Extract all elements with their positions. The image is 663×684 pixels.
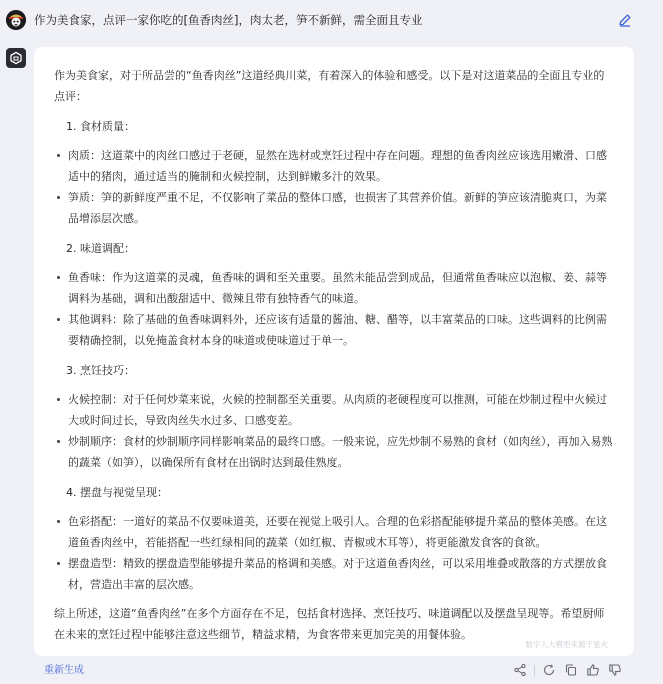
skull-avatar-icon <box>6 10 26 30</box>
refresh-icon[interactable] <box>541 662 557 678</box>
divider <box>534 665 535 676</box>
list-item: 炒制顺序：食材的炒制顺序同样影响菜品的最终口感。一般来说，应先炒制不易熟的食材（如肉丝），再加入易熟的蔬菜（如笋），以确保所有食材在出锅时达到最佳熟度。 <box>54 431 614 473</box>
section-title: 1. 食材质量： <box>66 120 135 133</box>
section-title: 2. 味道调配： <box>66 242 135 255</box>
list-item: 其他调料：除了基础的鱼香味调料外，还应该有适量的酱油、糖、醋等，以丰富菜品的口味。这些调料的比例需要精确控制，以免掩盖食材本身的味道或使味道过于单一。 <box>54 309 614 351</box>
message-actions <box>512 661 623 679</box>
response-summary: 综上所述，这道“鱼香肉丝”在多个方面存在不足，包括食材选择、烹饪技巧、味道调配以及摆盘呈现等。希望厨师在未来的烹饪过程中能够注意这些细节，精益求精，为食客带来更加完美的用餐体验。 <box>54 607 605 641</box>
bullet-list <box>54 145 614 229</box>
bullet-list <box>54 267 614 351</box>
copy-icon[interactable] <box>563 662 579 678</box>
watermark: 数字人大模型来源于星火 <box>525 640 608 649</box>
section-title: 4. 摆盘与视觉呈现： <box>66 486 168 499</box>
user-message-row <box>0 0 663 40</box>
list-item: 摆盘造型：精致的摆盘造型能够提升菜品的格调和美感。对于这道鱼香肉丝，可以采用堆叠或散落的方式摆放食材，营造出丰富的层次感。 <box>54 553 614 595</box>
bullet-list <box>54 389 614 473</box>
response-intro: 作为美食家，对于所品尝的“鱼香肉丝”这道经典川菜，有着深入的体验和感受。以下是对这道菜品的全面且专业的点评： <box>54 69 605 103</box>
cube-logo-icon <box>9 51 23 65</box>
list-item: 鱼香味：作为这道菜的灵魂，鱼香味的调和至关重要。虽然未能品尝到成品，但通常鱼香味应以泡椒、姜、蒜等调料为基础，调和出酸甜适中、微辣且带有独特香气的味道。 <box>54 267 614 309</box>
list-item: 肉质：这道菜中的肉丝口感过于老硬，显然在选材或烹饪过程中存在问题。理想的鱼香肉丝应该选用嫩滑、口感适中的猪肉，通过适当的腌制和火候控制，达到鲜嫩多汁的效果。 <box>54 145 614 187</box>
share-icon[interactable] <box>512 662 528 678</box>
user-message-text: 作为美食家，点评一家你吃的[鱼香肉丝]，肉太老，笋不新鲜，需全面且专业 <box>34 13 423 27</box>
list-item: 笋质：笋的新鲜度严重不足，不仅影响了菜品的整体口感，也损害了其营养价值。新鲜的笋应该清脆爽口，为菜品增添层次感。 <box>54 187 614 229</box>
assistant-response-card <box>34 47 634 656</box>
bullet-list <box>54 511 614 595</box>
user-avatar <box>6 10 26 30</box>
thumbs-up-icon[interactable] <box>585 662 601 678</box>
edit-icon[interactable] <box>617 12 633 28</box>
list-item: 火候控制：对于任何炒菜来说，火候的控制都至关重要。从肉质的老硬程度可以推测，可能在炒制过程中火候过大或时间过长，导致肉丝失水过多、口感变差。 <box>54 389 614 431</box>
regenerate-button[interactable]: 重新生成 <box>44 665 84 676</box>
list-item: 色彩搭配：一道好的菜品不仅要味道美，还要在视觉上吸引人。合理的色彩搭配能够提升菜品的整体美感。在这道鱼香肉丝中，若能搭配一些红绿相间的蔬菜（如红椒、青椒或木耳等），将更能激发食客的食欲。 <box>54 511 614 553</box>
assistant-avatar <box>6 48 26 68</box>
thumbs-down-icon[interactable] <box>607 662 623 678</box>
section-title: 3. 烹饪技巧： <box>66 364 135 377</box>
